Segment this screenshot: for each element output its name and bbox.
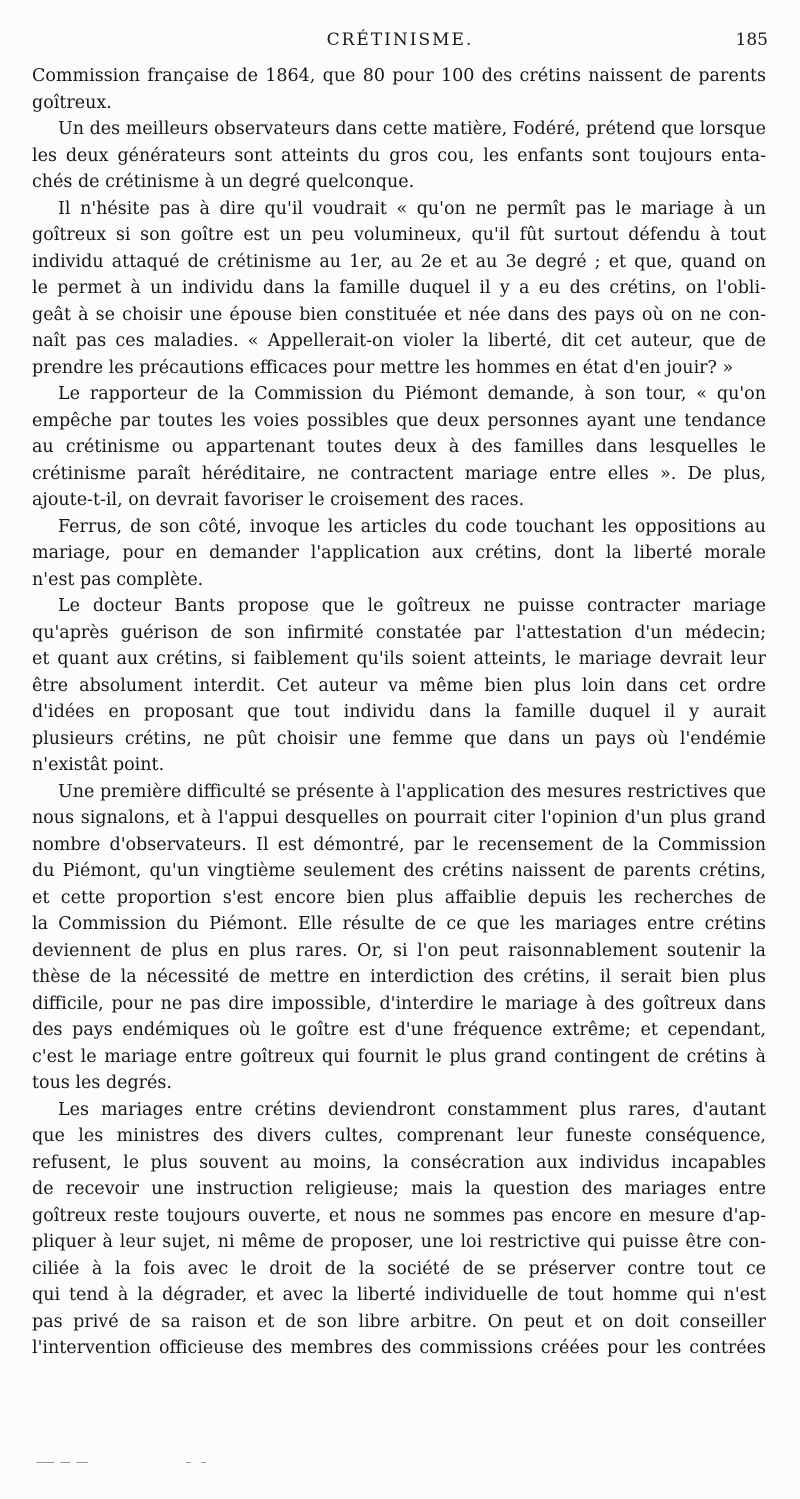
text-line: qu'après guérison de son infirmité constatée par l'attestation d'un médecin; bbox=[32, 622, 766, 643]
text-line: la Commission du Piémont. Elle résulte de ce que les mariages entre crétins bbox=[32, 914, 766, 934]
text-line: difficile, pour ne pas dire impossible, d'interdire le mariage à des goîtreux dans bbox=[32, 993, 766, 1014]
text-line: prendre les précautions efficaces pour mettre les hommes en état d'en jouir? » bbox=[32, 357, 734, 378]
text-line: Commission française de 1864, que 80 pour 100 des crétins naissent de parents bbox=[32, 66, 766, 86]
text-line: n'est pas complète. bbox=[32, 569, 204, 590]
text-line: de recevoir une instruction religieuse; mais la question des mariages entre bbox=[32, 1179, 766, 1199]
body-text bbox=[32, 63, 766, 1362]
running-head bbox=[0, 30, 800, 56]
page-number: 185 bbox=[735, 30, 768, 50]
text-line: des pays endémiques où le goître est d'une fréquence extrême; et cependant, bbox=[32, 1020, 766, 1040]
text-line: pas privé de sa raison et de son libre arbitre. On peut et on doit conseiller bbox=[32, 1311, 766, 1332]
text-line: plusieurs crétins, ne pût choisir une femme que dans un pays où l'endémie bbox=[32, 728, 766, 749]
text-line: pliquer à leur sujet, ni même de proposer, une loi restrictive qui puisse être con- bbox=[32, 1232, 766, 1252]
text-line: ciliée à la fois avec le droit de la société de se préserver contre tout ce bbox=[32, 1258, 766, 1279]
text-line: Le docteur Bants propose que le goîtreux ne puisse contracter mariage bbox=[58, 596, 766, 616]
text-line: le permet à un individu dans la famille duquel il y a eu des crétins, on l'obli- bbox=[32, 278, 766, 298]
text-line: d'idées en proposant que tout individu dans la famille duquel il y aurait bbox=[32, 702, 766, 722]
running-title: CRÉTINISME. bbox=[326, 30, 474, 50]
text-line: Il n'hésite pas à dire qu'il voudrait « qu'on ne permît pas le mariage à un bbox=[58, 198, 766, 219]
text-line: nous signalons, et à l'appui desquelles on pourrait citer l'opinion d'un plus grand bbox=[32, 808, 766, 828]
text-line: ajoute-t-il, on devrait favoriser le croisement des races. bbox=[32, 490, 525, 510]
text-line: être absolument interdit. Cet auteur va même bien plus loin dans cet ordre bbox=[32, 675, 766, 696]
text-line: au crétinisme ou appartenant toutes deux à des familles dans lesquelles le bbox=[32, 437, 766, 457]
print-marks bbox=[36, 1462, 236, 1466]
text-line: chés de crétinisme à un degré quelconque. bbox=[32, 172, 415, 192]
text-line: thèse de la nécessité de mettre en interdiction des crétins, il serait bien plus bbox=[32, 967, 766, 987]
text-line: les deux générateurs sont atteints du gros cou, les enfants sont toujours enta- bbox=[32, 145, 766, 166]
text-line: nombre d'observateurs. Il est démontré, par le recensement de la Commission bbox=[32, 834, 766, 855]
text-line: qui tend à la dégrader, et avec la liberté individuelle de tout homme qui n'est bbox=[32, 1285, 766, 1305]
text-line: l'intervention officieuse des membres des commissions créées pour les contrées bbox=[32, 1338, 766, 1358]
text-line: goîtreux. bbox=[32, 92, 112, 113]
text-line: n'existât point. bbox=[32, 755, 165, 775]
text-line: individu attaqué de crétinisme au 1er, au 2e et au 3e degré ; et que, quand on bbox=[32, 251, 766, 272]
text-line: Un des meilleurs observateurs dans cette matière, Fodéré, prétend que lorsque bbox=[58, 119, 766, 139]
text-line: deviennent de plus en plus rares. Or, si l'on peut raisonnablement soutenir la bbox=[32, 940, 766, 961]
text-line: du Piémont, qu'un vingtième seulement des crétins naissent de parents crétins, bbox=[32, 861, 766, 881]
text-line: Ferrus, de son côté, invoque les articles du code touchant les oppositions au bbox=[58, 516, 766, 537]
text-line: geât à se choisir une épouse bien constituée et née dans des pays où on ne con- bbox=[32, 304, 766, 325]
text-line: et quant aux crétins, si faiblement qu'ils soient atteints, le mariage devrait leur bbox=[32, 649, 766, 669]
text-line: Le rapporteur de la Commission du Piémont demande, à son tour, « qu'on bbox=[58, 384, 766, 404]
text-line: Une première difficulté se présente à l'application des mesures restrictives que bbox=[58, 781, 766, 802]
text-line: que les ministres des divers cultes, comprenant leur funeste conséquence, bbox=[32, 1126, 766, 1146]
text-line: goîtreux si son goître est un peu volumineux, qu'il fût surtout défendu à tout bbox=[32, 225, 766, 245]
text-line: naît pas ces maladies. « Appellerait-on violer la liberté, dit cet auteur, que de bbox=[32, 331, 766, 351]
text-line: refusent, le plus souvent au moins, la consécration aux individus incapables bbox=[32, 1152, 766, 1173]
text-line: crétinisme paraît héréditaire, ne contractent mariage entre elles ». De plus, bbox=[32, 463, 766, 484]
text-line: Les mariages entre crétins deviendront constamment plus rares, d'autant bbox=[58, 1099, 766, 1120]
text-line: c'est le mariage entre goîtreux qui fournit le plus grand contingent de crétins à bbox=[32, 1046, 766, 1067]
text-line: goîtreux reste toujours ouverte, et nous ne sommes pas encore en mesure d'ap- bbox=[32, 1205, 766, 1226]
text-line: empêche par toutes les voies possibles que deux personnes ayant une tendance bbox=[32, 410, 766, 431]
text-line: et cette proportion s'est encore bien plus affaiblie depuis les recherches de bbox=[32, 887, 766, 908]
text-line: tous les degrés. bbox=[32, 1073, 172, 1093]
text-line: mariage, pour en demander l'application aux crétins, dont la liberté morale bbox=[32, 543, 766, 563]
